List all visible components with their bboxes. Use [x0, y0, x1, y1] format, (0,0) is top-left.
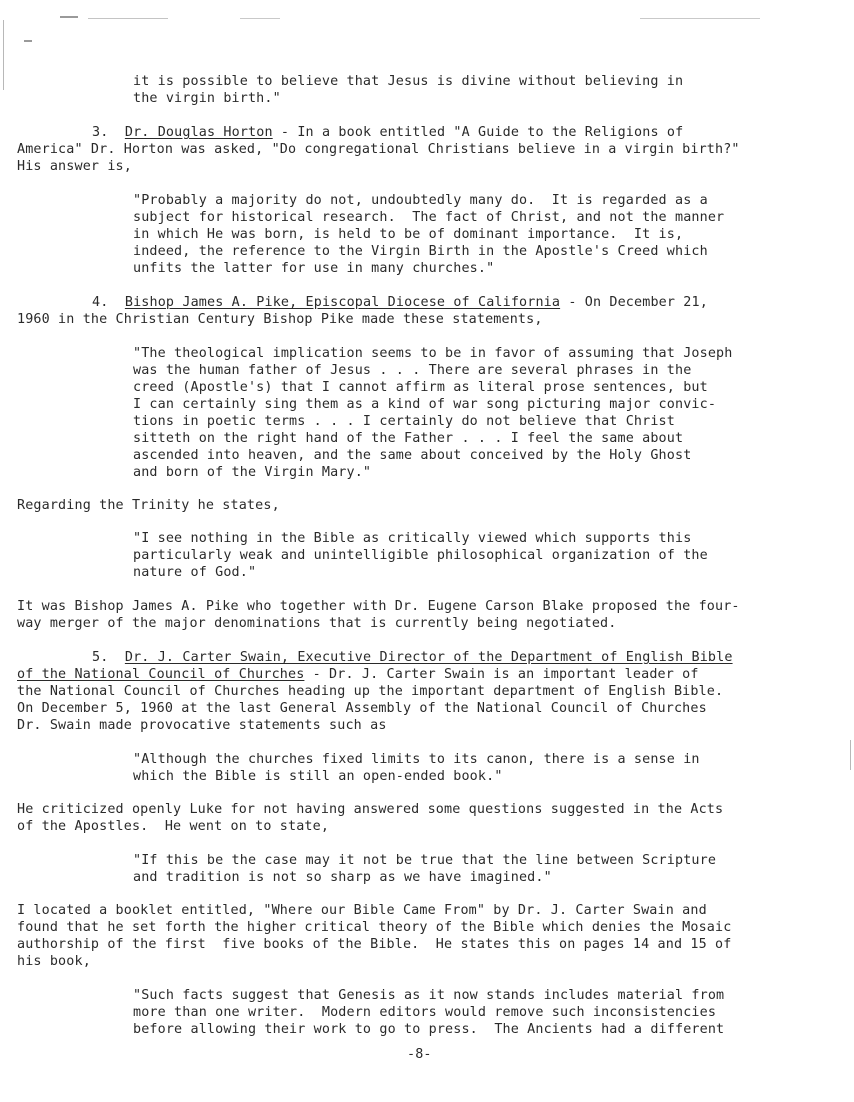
quote-line: and tradition is not so sharp as we have imagined.": [133, 870, 552, 885]
heading-name: Dr. J. Carter Swain, Executive Director of the Department of English Bible: [124, 650, 733, 665]
text-line: of the Apostles. He went on to state,: [17, 819, 330, 834]
scan-mark: [640, 18, 760, 19]
text-line: It was Bishop James A. Pike who together with Dr. Eugene Carson Blake proposed the four-: [17, 599, 740, 614]
scan-mark: [240, 18, 280, 19]
quote-line: was the human father of Jesus . . . There are several phrases in the: [133, 363, 692, 378]
quote-line: ascended into heaven, and the same about conceived by the Holy Ghost: [133, 448, 692, 463]
quote-line: "If this be the case may it not be true that the line between Scripture: [133, 853, 717, 868]
text-line: 1960 in the Christian Century Bishop Pike made these statements,: [17, 312, 543, 327]
list-number: 4.: [92, 295, 109, 310]
quote-line: more than one writer. Modern editors would remove such inconsistencies: [133, 1005, 717, 1020]
text-line: way merger of the major denominations that is currently being negotiated.: [17, 616, 617, 631]
text-line: it is possible to believe that Jesus is divine without believing in: [133, 74, 684, 89]
section-heading-continued: [17, 666, 699, 683]
quote-line: creed (Apostle's) that I cannot affirm as literal prose sentences, but: [133, 380, 708, 395]
list-number: 5.: [92, 650, 109, 665]
heading-name: Dr. Douglas Horton: [124, 125, 273, 140]
quote-line: and born of the Virgin Mary.": [133, 465, 372, 480]
quote-line: "Probably a majority do not, undoubtedly many do. It is regarded as a: [133, 193, 708, 208]
heading-name: of the National Council of Churches: [17, 667, 305, 682]
text-line: the virgin birth.": [133, 91, 281, 106]
scan-mark: [60, 16, 78, 18]
quote-line: subject for historical research. The fact of Christ, and not the manner: [133, 210, 725, 225]
text-line: On December 5, 1960 at the last General Assembly of the National Council of Churches: [17, 701, 707, 716]
quote-line: which the Bible is still an open-ended book.": [133, 769, 503, 784]
heading-rest: - In a book entitled "A Guide to the Religions of: [272, 125, 684, 140]
text-line: the National Council of Churches heading up the important department of English Bible.: [17, 684, 724, 699]
heading-name: Bishop James A. Pike, Episcopal Diocese of California: [124, 295, 561, 310]
scan-edge: [850, 740, 851, 770]
text-line: found that he set forth the higher critical theory of the Bible which denies the Mosaic: [17, 920, 732, 935]
scan-mark: [24, 40, 32, 42]
text-line: America" Dr. Horton was asked, "Do congregational Christians believe in a virgin birth?": [17, 142, 740, 157]
text-line: Dr. Swain made provocative statements such as: [17, 718, 387, 733]
quote-line: I can certainly sing them as a kind of war song picturing major convic-: [133, 397, 717, 412]
text-line: I located a booklet entitled, "Where our Bible Came From" by Dr. J. Carter Swain and: [17, 903, 707, 918]
quote-line: "The theological implication seems to be in favor of assuming that Joseph: [133, 346, 733, 361]
quote-line: in which He was born, is held to be of dominant importance. It is,: [133, 227, 684, 242]
quote-line: before allowing their work to go to press. The Ancients had a different: [133, 1022, 725, 1037]
page-number: -8-: [407, 1047, 432, 1062]
quote-line: tions in poetic terms . . . I certainly do not believe that Christ: [133, 414, 675, 429]
quote-line: indeed, the reference to the Virgin Birth in the Apostle's Creed which: [133, 244, 708, 259]
heading-rest: - On December 21,: [560, 295, 708, 310]
quote-line: "I see nothing in the Bible as critically viewed which supports this: [133, 531, 692, 546]
text-line: his book,: [17, 954, 91, 969]
scan-edge: [3, 20, 4, 90]
list-number: 3.: [92, 125, 109, 140]
section-heading: [92, 649, 733, 666]
text-line: He criticized openly Luke for not having answered some questions suggested in the Acts: [17, 802, 724, 817]
quote-line: particularly weak and unintelligible philosophical organization of the: [133, 548, 708, 563]
quote-line: "Although the churches fixed limits to its canon, there is a sense in: [133, 752, 700, 767]
heading-rest: - Dr. J. Carter Swain is an important leader of: [304, 667, 699, 682]
section-heading: [92, 294, 708, 311]
section-heading: [92, 124, 683, 141]
quote-line: sitteth on the right hand of the Father . . . I feel the same about: [133, 431, 684, 446]
quote-line: unfits the latter for use in many churches.": [133, 261, 495, 276]
quote-line: "Such facts suggest that Genesis as it now stands includes material from: [133, 988, 725, 1003]
text-line: His answer is,: [17, 159, 132, 174]
quote-line: nature of God.": [133, 565, 257, 580]
text-line: authorship of the first five books of the Bible. He states this on pages 14 and 15 of: [17, 937, 732, 952]
scan-mark: [88, 18, 168, 19]
text-line: Regarding the Trinity he states,: [17, 498, 280, 513]
